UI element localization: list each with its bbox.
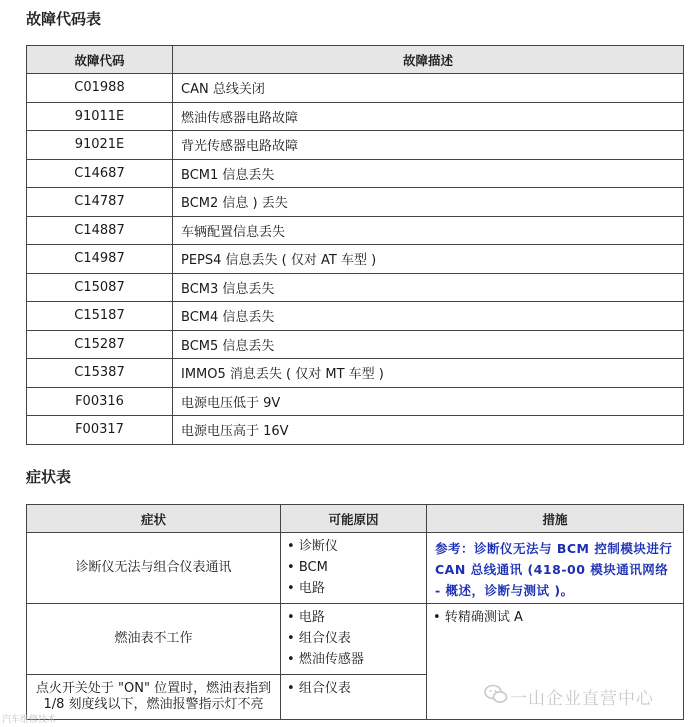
corner-watermark: 汽车维修技术 [2, 715, 57, 725]
cause-list [281, 675, 426, 702]
fault-code: C15387 [27, 359, 173, 388]
table-row [27, 102, 684, 131]
fault-code: C14887 [27, 216, 173, 245]
fault-description: 电源电压高于 16V [173, 416, 684, 445]
fault-code: C14787 [27, 188, 173, 217]
fault-code: C15187 [27, 302, 173, 331]
fault-code: 91021E [27, 131, 173, 160]
table-row [27, 604, 684, 675]
fault-description: 燃油传感器电路故障 [173, 102, 684, 131]
fault-code: C01988 [27, 74, 173, 103]
symptom-cell: 燃油表不工作 [27, 604, 281, 675]
table-row [27, 387, 684, 416]
fault-description: 背光传感器电路故障 [173, 131, 684, 160]
symptom-cell: 诊断仪无法与组合仪表通讯 [27, 533, 281, 604]
fault-description: CAN 总线关闭 [173, 74, 684, 103]
wechat-icon [484, 683, 508, 705]
header-fault-description: 故障描述 [173, 46, 684, 74]
table-row [27, 533, 684, 604]
cause-item: • 电路 [287, 578, 426, 599]
table-row [27, 416, 684, 445]
fault-code: C15287 [27, 330, 173, 359]
fault-code: C14687 [27, 159, 173, 188]
table-row [27, 216, 684, 245]
fault-description: 车辆配置信息丢失 [173, 216, 684, 245]
fault-code: 91011E [27, 102, 173, 131]
symptom-table-title: 症状表 [26, 468, 72, 486]
cause-item: • 组合仪表 [287, 628, 426, 649]
fault-description: BCM5 信息丢失 [173, 330, 684, 359]
cause-list [281, 533, 426, 602]
table-row [27, 330, 684, 359]
fault-code: F00317 [27, 416, 173, 445]
fault-description: 电源电压低于 9V [173, 387, 684, 416]
table-row [27, 273, 684, 302]
fault-code-table-title: 故障代码表 [26, 10, 102, 28]
fault-description: BCM4 信息丢失 [173, 302, 684, 331]
cause-item: • 诊断仪 [287, 536, 426, 557]
fault-code: C14987 [27, 245, 173, 274]
table-row [27, 302, 684, 331]
fault-code-table [26, 45, 684, 445]
fault-description: BCM1 信息丢失 [173, 159, 684, 188]
header-symptom: 症状 [27, 505, 281, 533]
measure-cell [427, 533, 684, 604]
table-row [27, 188, 684, 217]
fault-code: C15087 [27, 273, 173, 302]
header-measure: 措施 [427, 505, 684, 533]
table-header-row [27, 505, 684, 533]
fault-code: F00316 [27, 387, 173, 416]
header-possible-cause: 可能原因 [281, 505, 427, 533]
fault-description: BCM3 信息丢失 [173, 273, 684, 302]
symptom-cell: 点火开关处于 "ON" 位置时，燃油表指到 1/8 刻度线以下，燃油报警指示灯不亮 [27, 675, 281, 720]
table-row [27, 159, 684, 188]
cause-cell [281, 675, 427, 720]
table-row [27, 245, 684, 274]
header-fault-code: 故障代码 [27, 46, 173, 74]
measure-item: • 转精确测试 A [433, 607, 683, 628]
cause-item: • 电路 [287, 607, 426, 628]
table-header-row [27, 46, 684, 74]
reference-note: 参考：诊断仪无法与 BCM 控制模块进行 CAN 总线通讯 (418-00 模块通讯网络 - 概述，诊断与测试 )。 [435, 541, 673, 598]
fault-description: BCM2 信息 ) 丢失 [173, 188, 684, 217]
cause-cell [281, 604, 427, 675]
cause-item: • 组合仪表 [287, 678, 426, 699]
cause-cell [281, 533, 427, 604]
table-row [27, 359, 684, 388]
table-row [27, 74, 684, 103]
cause-list [281, 604, 426, 673]
table-row [27, 131, 684, 160]
watermark-text: 一山企业直营中心 [510, 689, 654, 709]
cause-item: • BCM [287, 557, 426, 578]
cause-item: • 燃油传感器 [287, 649, 426, 670]
measure-list [427, 604, 683, 631]
fault-description: PEPS4 信息丢失 ( 仅对 AT 车型 ) [173, 245, 684, 274]
fault-description: IMMO5 消息丢失 ( 仅对 MT 车型 ) [173, 359, 684, 388]
